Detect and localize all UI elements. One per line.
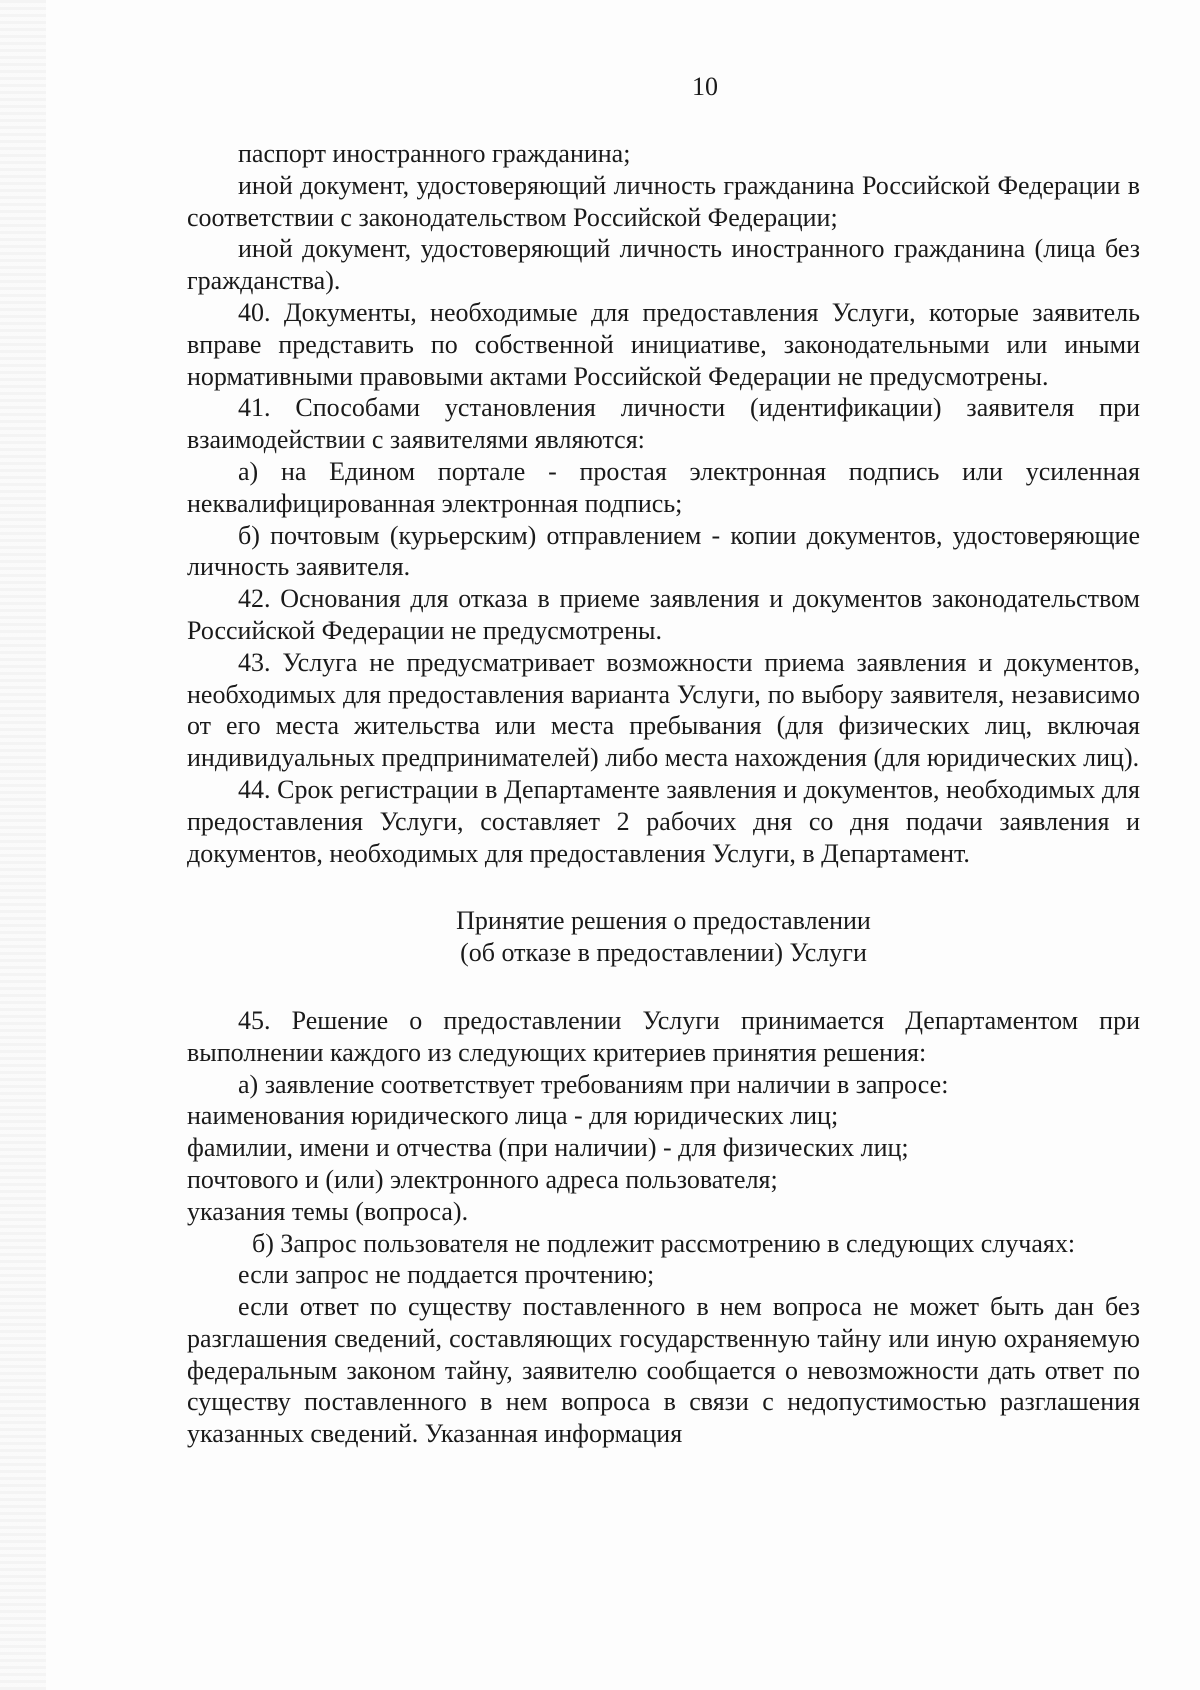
paragraph: иной документ, удостоверяющий личность гражданина Российской Федерации в соответствии с законодательством Российской Федерации; (187, 170, 1140, 232)
paragraph: 45. Решение о предоставлении Услуги принимается Департаментом при выполнении каждого из следующих критериев принятия решения: (187, 1005, 1140, 1067)
paragraph: 40. Документы, необходимые для предоставления Услуги, которые заявитель вправе представить по собственной инициативе, законодательными или иными нормативными правовыми актами Российской Федерации не предусмотрены. (187, 297, 1140, 391)
paragraph: 44. Срок регистрации в Департаменте заявления и документов, необходимых для предоставления Услуги, составляет 2 рабочих дня со дня подачи заявления и документов, необходимых для предоставления Услуги, в Департамент. (187, 774, 1140, 868)
paragraph: наименования юридического лица - для юридических лиц; (187, 1101, 839, 1131)
scan-edge-artifact (0, 0, 46, 1690)
document-body (187, 138, 1140, 1450)
paragraph: если запрос не поддается прочтению; (238, 1260, 655, 1290)
paragraph: 43. Услуга не предусматривает возможности приема заявления и документов, необходимых для предоставления варианта Услуги, по выбору заявителя, независимо от его места жительства или места пребывания (для физических лиц, включая индивидуальных предпринимателей) либо места нахождения (для юридических лиц). (187, 647, 1140, 773)
page-number: 10 (692, 72, 718, 101)
paragraphs-after-heading (187, 1005, 1140, 1450)
paragraph: указания темы (вопроса). (187, 1196, 469, 1226)
paragraph: иной документ, удостоверяющий личность иностранного гражданина (лица без гражданства). (187, 234, 1140, 296)
paragraph: а) заявление соответствует требованиям при наличии в запросе: (238, 1069, 949, 1099)
paragraph: фамилии, имени и отчества (при наличии) - для физических лиц; (187, 1133, 909, 1163)
paragraph: 42. Основания для отказа в приеме заявления и документов законодательством Российской Федерации не предусмотрены. (187, 584, 1140, 645)
paragraphs-before-heading (187, 138, 1140, 869)
section-heading-line-1: Принятие решения о предоставлении (456, 906, 871, 936)
paragraph: почтового и (или) электронного адреса пользователя; (187, 1164, 778, 1194)
section-heading-line-2: (об отказе в предоставлении) Услуги (460, 938, 867, 968)
section-heading (187, 905, 1140, 969)
paragraph: если ответ по существу поставленного в нем вопроса не может быть дан без разглашения сведений, составляющих государственную тайну или иную охраняемую федеральным законом тайну, заявителю сообщается о невозможности дать ответ по существу поставленного в нем вопроса в связи с недопустимостью разглашения указанных сведений. Указанная информация (187, 1292, 1140, 1449)
paragraph: б) Запрос пользователя не подлежит рассмотрению в следующих случаях: (252, 1228, 1076, 1258)
paragraph: а) на Едином портале - простая электронная подпись или усиленная неквалифицированная электронная подпись; (187, 456, 1140, 518)
paragraph: паспорт иностранного гражданина; (238, 139, 631, 168)
paragraph: 41. Способами установления личности (идентификации) заявителя при взаимодействии с заявителями являются: (187, 393, 1140, 455)
paragraph: б) почтовым (курьерским) отправлением - копии документов, удостоверяющие личность заявителя. (187, 520, 1140, 582)
